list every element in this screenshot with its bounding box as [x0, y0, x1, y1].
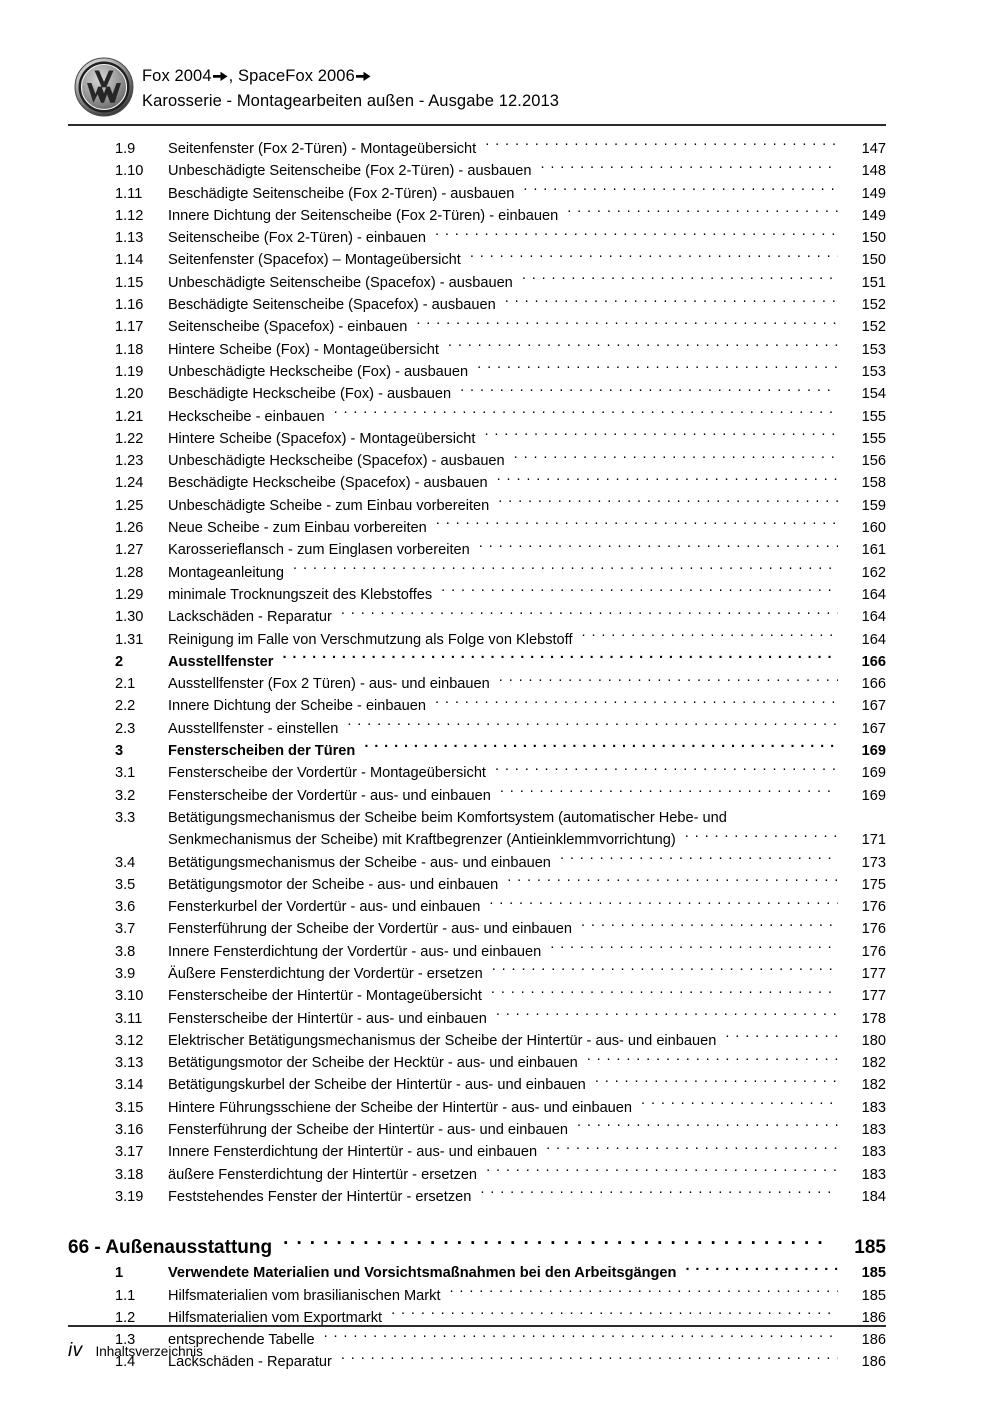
- toc-entry[interactable]: [68, 361, 886, 383]
- toc-entry-number: 3: [115, 743, 124, 760]
- dot-leader: [587, 1053, 838, 1068]
- toc-entry-title: Fensterscheibe der Hintertür - Montageübersicht: [168, 988, 482, 1005]
- dot-leader: [341, 1352, 838, 1367]
- toc-entry-number: 3.8: [115, 943, 136, 960]
- toc-entry-number: 3.19: [115, 1188, 144, 1205]
- toc-entry-title: Unbeschädigte Heckscheibe (Fox) - ausbauen: [168, 363, 469, 380]
- toc-entry-page: 176: [861, 899, 886, 916]
- toc-entry-page: 166: [861, 653, 886, 670]
- dot-leader: [364, 740, 838, 755]
- toc-entry-page: 153: [861, 341, 886, 358]
- toc-entry-page: 167: [861, 720, 886, 737]
- dot-leader: [391, 1307, 838, 1322]
- toc-entry-number: 1.18: [115, 341, 144, 358]
- toc-entry-title: Betätigungsmotor der Scheibe der Hecktür - aus- und einbauen: [168, 1055, 578, 1072]
- header-divider: [68, 124, 886, 126]
- toc-entry-page: 164: [861, 586, 886, 603]
- toc-entry[interactable]: [68, 138, 886, 160]
- toc-entry-page: 164: [861, 631, 886, 648]
- toc-entry-title: Beschädigte Heckscheibe (Fox) - ausbauen: [168, 386, 452, 403]
- right-arrow-icon: [213, 71, 228, 82]
- toc-entry-number: 3.18: [115, 1166, 144, 1183]
- toc-entry-page: 152: [861, 297, 886, 314]
- toc-entry-number: 1.24: [115, 475, 144, 492]
- dot-leader: [550, 941, 838, 956]
- toc-entry-page: 171: [861, 832, 886, 849]
- vw-logo-icon: [74, 57, 134, 117]
- dot-leader: [546, 1142, 838, 1157]
- toc-entry[interactable]: [68, 160, 886, 182]
- toc-entry[interactable]: [68, 852, 886, 874]
- toc-entry-page: 186: [861, 1354, 886, 1371]
- toc-entry-title: Hintere Scheibe (Fox) - Montageübersicht: [168, 341, 439, 358]
- dot-leader: [492, 963, 838, 978]
- toc-entry-number: 1.4: [115, 1354, 136, 1371]
- toc-entry-page: 152: [861, 319, 886, 336]
- dot-leader: [491, 986, 838, 1001]
- page-footer: [68, 1340, 203, 1362]
- toc-entry-number: 3.2: [115, 787, 136, 804]
- toc-entry-title: Ausstellfenster: [168, 653, 274, 670]
- dot-leader: [641, 1097, 838, 1112]
- toc-entry-number: 1.28: [115, 564, 144, 581]
- toc-entry-page: 183: [861, 1099, 886, 1116]
- dot-leader: [334, 406, 838, 421]
- page-header: [68, 55, 886, 127]
- toc-entry[interactable]: [68, 517, 886, 539]
- dot-leader: [514, 451, 838, 466]
- toc-entry[interactable]: [68, 1097, 886, 1119]
- toc-entry-number: 1.21: [115, 408, 144, 425]
- toc-entry-page: 159: [861, 497, 886, 514]
- toc-entry[interactable]: [68, 294, 886, 316]
- dot-leader: [725, 1030, 838, 1045]
- toc-entry[interactable]: [68, 205, 886, 227]
- toc-entry-title: Seitenscheibe (Spacefox) - einbauen: [168, 319, 408, 336]
- dot-leader: [282, 651, 838, 666]
- toc-entry[interactable]: [68, 695, 886, 717]
- toc-entry[interactable]: [68, 1074, 886, 1096]
- toc-entry-title: Fensterführung der Scheibe der Hintertür - aus- und einbauen: [168, 1122, 568, 1139]
- toc-entry[interactable]: [68, 740, 886, 762]
- toc-entry-page: 183: [861, 1166, 886, 1183]
- dot-leader: [450, 1285, 838, 1300]
- toc-entry-page: 149: [861, 185, 886, 202]
- toc-entry-page: 149: [861, 207, 886, 224]
- toc-entry-title: Fensterkurbel der Vordertür - aus- und einbauen: [168, 899, 481, 916]
- toc-entry-number: 1.1: [115, 1287, 136, 1304]
- toc-entry-number: 1.14: [115, 252, 144, 269]
- toc-entry-title: Seitenscheibe (Fox 2-Türen) - einbauen: [168, 230, 426, 247]
- toc-entry-number: 1.17: [115, 319, 144, 336]
- toc-entry-page: 151: [861, 274, 886, 291]
- toc-entry-title: Heckscheibe - einbauen: [168, 408, 325, 425]
- dot-leader: [460, 384, 838, 399]
- dot-leader: [485, 138, 838, 153]
- toc-entry-page: 153: [861, 363, 886, 380]
- right-arrow-icon-2: [356, 71, 371, 82]
- toc-entry-number: 2.2: [115, 698, 136, 715]
- toc-entry-title: Fensterscheiben der Türen: [168, 743, 356, 760]
- toc-entry-page: 182: [861, 1077, 886, 1094]
- toc-entry-number: 1.22: [115, 430, 144, 447]
- toc-entry-title: Ausstellfenster (Fox 2 Türen) - aus- und einbauen: [168, 676, 490, 693]
- toc-entry[interactable]: [68, 673, 886, 695]
- toc-entry[interactable]: [68, 629, 886, 651]
- toc-entry[interactable]: [68, 918, 886, 940]
- toc-entry-title: Hilfsmaterialien vom brasilianischen Markt: [168, 1287, 441, 1304]
- chapter-heading[interactable]: [68, 1234, 886, 1262]
- header-subtitle-line: Karosserie - Montagearbeiten außen - Ausgabe 12.2013: [142, 92, 560, 110]
- toc-entry[interactable]: [68, 606, 886, 628]
- toc-entry-page: 183: [861, 1144, 886, 1161]
- toc-entry-title: Beschädigte Seitenscheibe (Spacefox) - ausbauen: [168, 297, 496, 314]
- model-spacefox: , SpaceFox 2006: [228, 67, 355, 85]
- toc-entry[interactable]: [68, 1119, 886, 1141]
- toc-entry-title: Hintere Scheibe (Spacefox) - Montageübersicht: [168, 430, 476, 447]
- toc-entry-page: 158: [861, 475, 886, 492]
- dot-leader: [470, 250, 838, 265]
- toc-entry-number: 1.2: [115, 1309, 136, 1326]
- toc-entry-page: 169: [861, 787, 886, 804]
- dot-leader: [523, 183, 838, 198]
- toc-entry-number: 1: [115, 1265, 124, 1282]
- toc-entry-title: Unbeschädigte Seitenscheibe (Fox 2-Türen) - ausbauen: [168, 163, 532, 180]
- toc-entry-page: 150: [861, 252, 886, 269]
- toc-entry-page: 177: [861, 965, 886, 982]
- toc-entry[interactable]: [68, 963, 886, 985]
- dot-leader: [441, 584, 838, 599]
- toc-entry-title: Unbeschädigte Heckscheibe (Spacefox) - ausbauen: [168, 453, 505, 470]
- toc-entry[interactable]: [68, 450, 886, 472]
- toc-entry-number: 1.3: [115, 1332, 136, 1349]
- toc-entry-number: 2.3: [115, 720, 136, 737]
- dot-leader: [577, 1119, 838, 1134]
- toc-entry-title: Seitenfenster (Fox 2-Türen) - Montageübersicht: [168, 141, 477, 157]
- toc-entry-page: 162: [861, 564, 886, 581]
- dot-leader: [479, 540, 838, 555]
- toc-entry-number: 3.3: [115, 809, 136, 826]
- model-fox: Fox 2004: [142, 67, 212, 85]
- toc-entry-number: 1.31: [115, 631, 144, 648]
- toc-entry-number: 3.1: [115, 765, 136, 782]
- toc-entry[interactable]: [68, 1285, 886, 1307]
- toc-entry-title: Äußere Fensterdichtung der Vordertür - ersetzen: [168, 965, 483, 982]
- dot-leader: [560, 852, 838, 867]
- toc-entry-title: Betätigungsmechanismus der Scheibe beim Komfortsystem (automatischer Hebe- und: [168, 809, 727, 826]
- toc-entry-number: 2.1: [115, 676, 136, 693]
- dot-leader: [567, 205, 838, 220]
- toc-entry-page: 167: [861, 698, 886, 715]
- table-of-contents: [68, 138, 886, 1374]
- toc-entry[interactable]: [68, 1164, 886, 1186]
- toc-entry-number: 3.9: [115, 965, 136, 982]
- toc-entry-number: 3.11: [115, 1010, 143, 1027]
- toc-entry-number: 1.9: [115, 141, 136, 157]
- toc-entry[interactable]: [68, 584, 886, 606]
- toc-entry[interactable]: [68, 985, 886, 1007]
- toc-entry-number: 1.11: [115, 185, 143, 202]
- toc-entry-page: 166: [861, 676, 886, 693]
- toc-entry[interactable]: [68, 1262, 886, 1284]
- toc-entry[interactable]: [68, 1030, 886, 1052]
- toc-entry-page: 176: [861, 921, 886, 938]
- toc-entry-title: Lackschäden - Reparatur: [168, 1354, 332, 1371]
- toc-entry-number: 1.30: [115, 609, 144, 626]
- toc-entry[interactable]: [68, 807, 886, 852]
- toc-entry-title: Innere Fensterdichtung der Vordertür - aus- und einbauen: [168, 943, 542, 960]
- toc-entry[interactable]: [68, 562, 886, 584]
- dot-leader: [293, 562, 838, 577]
- toc-entry-title: Betätigungsmechanismus der Scheibe - aus- und einbauen: [168, 854, 551, 871]
- toc-entry-page: 178: [861, 1010, 886, 1027]
- dot-leader: [480, 1186, 838, 1201]
- toc-entry-page: 173: [861, 854, 886, 871]
- toc-entry-title-continued: Senkmechanismus der Scheibe) mit Kraftbegrenzer (Antieinklemmvorrichtung): [168, 832, 676, 849]
- toc-entry-title: Fensterscheibe der Hintertür - aus- und einbauen: [168, 1010, 487, 1027]
- toc-entry[interactable]: [68, 1141, 886, 1163]
- toc-entry-page: 154: [861, 386, 886, 403]
- toc-entry-title-continued-row: [168, 829, 886, 851]
- toc-entry[interactable]: [68, 383, 886, 405]
- dot-leader: [522, 272, 838, 287]
- toc-entry-page: 186: [861, 1309, 886, 1326]
- toc-entry-title: Hintere Führungsschiene der Scheibe der Hintertür - aus- und einbauen: [168, 1099, 633, 1116]
- dot-leader: [685, 830, 838, 845]
- toc-entry[interactable]: [68, 316, 886, 338]
- toc-entry-page: 160: [861, 520, 886, 537]
- toc-entry[interactable]: [68, 718, 886, 740]
- toc-entry[interactable]: [68, 539, 886, 561]
- toc-entry-number: 3.10: [115, 988, 144, 1005]
- toc-entry-page: 185: [861, 1265, 886, 1282]
- toc-entry-title: Betätigungsmotor der Scheibe - aus- und einbauen: [168, 876, 499, 893]
- dot-leader: [595, 1075, 838, 1090]
- toc-entry-title: Hilfsmaterialien vom Exportmarkt: [168, 1309, 383, 1326]
- header-title-block: [142, 65, 559, 112]
- dot-leader: [507, 874, 838, 889]
- toc-entry-title: Unbeschädigte Seitenscheibe (Spacefox) - ausbauen: [168, 274, 513, 291]
- toc-entry-number: 3.12: [115, 1032, 144, 1049]
- toc-entry-number: 3.5: [115, 876, 136, 893]
- dot-leader: [540, 161, 838, 176]
- toc-entry-title: minimale Trocknungszeit des Klebstoffes: [168, 586, 433, 603]
- toc-entry-title: Ausstellfenster - einstellen: [168, 720, 339, 737]
- dot-leader: [435, 696, 838, 711]
- toc-entry-page: 164: [861, 609, 886, 626]
- toc-entry[interactable]: [68, 941, 886, 963]
- dot-leader: [484, 428, 838, 443]
- toc-entry-page: 169: [861, 765, 886, 782]
- toc-entry[interactable]: [68, 762, 886, 784]
- toc-entry-page: 185: [861, 1287, 886, 1304]
- toc-entry-title: entsprechende Tabelle: [168, 1332, 315, 1349]
- toc-entry-title: Elektrischer Betätigungsmechanismus der Scheibe der Hintertür - aus- und einbauen: [168, 1032, 717, 1049]
- toc-entry-number: 1.29: [115, 586, 144, 603]
- toc-entry-title: äußere Fensterdichtung der Hintertür - ersetzen: [168, 1166, 478, 1183]
- toc-entry-number: 1.20: [115, 386, 144, 403]
- toc-entry-page: 169: [861, 743, 886, 760]
- toc-entry-title: Lackschäden - Reparatur: [168, 609, 332, 626]
- toc-entry-title: Montageanleitung: [168, 564, 285, 581]
- toc-entry[interactable]: [68, 249, 886, 271]
- toc-entry-number: 1.15: [115, 274, 144, 291]
- toc-entry[interactable]: [68, 272, 886, 294]
- dot-leader: [581, 919, 838, 934]
- toc-entry-title: Fensterscheibe der Vordertür - Montageübersicht: [168, 765, 486, 782]
- toc-entry-title: Beschädigte Seitenscheibe (Fox 2-Türen) - ausbauen: [168, 185, 515, 202]
- toc-entry-page: 182: [861, 1055, 886, 1072]
- dot-leader: [582, 629, 838, 644]
- toc-entry-title: Innere Dichtung der Scheibe - einbauen: [168, 698, 426, 715]
- dot-leader: [685, 1263, 838, 1278]
- toc-entry-number: 3.4: [115, 854, 136, 871]
- toc-entry[interactable]: [68, 1186, 886, 1208]
- dot-leader: [283, 1234, 826, 1253]
- toc-entry-title-wrap: [168, 807, 886, 852]
- toc-entry[interactable]: [68, 472, 886, 494]
- toc-entry-page: 183: [861, 1122, 886, 1139]
- toc-entry-page: 176: [861, 943, 886, 960]
- toc-entry[interactable]: [68, 183, 886, 205]
- toc-entry-title: Fensterscheibe der Vordertür - aus- und einbauen: [168, 787, 491, 804]
- toc-entry[interactable]: [68, 428, 886, 450]
- dot-leader: [435, 228, 838, 243]
- toc-entry-page: 156: [861, 453, 886, 470]
- toc-entry[interactable]: [68, 1052, 886, 1074]
- dot-leader: [495, 763, 838, 778]
- toc-entry-title: Innere Fensterdichtung der Hintertür - aus- und einbauen: [168, 1144, 538, 1161]
- toc-entry-title: Reinigung im Falle von Verschmutzung als Folge von Klebstoff: [168, 631, 573, 648]
- toc-entry-number: 1.26: [115, 520, 144, 537]
- toc-entry[interactable]: [68, 651, 886, 673]
- toc-entry-page: 186: [861, 1332, 886, 1349]
- toc-entry-title: Unbeschädigte Scheibe - zum Einbau vorbereiten: [168, 497, 490, 514]
- toc-entry-title: Beschädigte Heckscheibe (Spacefox) - ausbauen: [168, 475, 488, 492]
- dot-leader: [477, 361, 838, 376]
- dot-leader: [505, 294, 838, 309]
- toc-entry-number: 3.17: [115, 1144, 144, 1161]
- toc-entry-title: Karosserieflansch - zum Einglasen vorbereiten: [168, 542, 470, 559]
- toc-entry-number: 1.27: [115, 542, 144, 559]
- dot-leader: [416, 317, 838, 332]
- toc-entry-number: 3.6: [115, 899, 136, 916]
- toc-entry-number: 3.14: [115, 1077, 144, 1094]
- dot-leader: [499, 674, 838, 689]
- dot-leader: [486, 1164, 838, 1179]
- toc-entry[interactable]: [68, 785, 886, 807]
- footer-page-number: iv: [68, 1340, 83, 1361]
- toc-entry-number: 1.12: [115, 207, 144, 224]
- toc-entry[interactable]: [68, 896, 886, 918]
- toc-entry-number: 1.19: [115, 363, 144, 380]
- toc-entry[interactable]: [68, 227, 886, 249]
- toc-entry-number: 1.16: [115, 297, 144, 314]
- toc-entry-title: Innere Dichtung der Seitenscheibe (Fox 2-Türen) - einbauen: [168, 207, 559, 224]
- toc-entry-title: Feststehendes Fenster der Hintertür - ersetzen: [168, 1188, 472, 1205]
- chapter-page: 185: [854, 1237, 886, 1259]
- dot-leader: [448, 339, 838, 354]
- toc-entry-number: 1.25: [115, 497, 144, 514]
- toc-entry-number: 3.7: [115, 921, 136, 938]
- toc-entry-page: 150: [861, 230, 886, 247]
- dot-leader: [341, 607, 838, 622]
- toc-entry[interactable]: [68, 406, 886, 428]
- toc-entry-number: 3.16: [115, 1122, 144, 1139]
- dot-leader: [498, 495, 838, 510]
- dot-leader: [489, 897, 838, 912]
- toc-entry-title: Betätigungskurbel der Scheibe der Hintertür - aus- und einbauen: [168, 1077, 586, 1094]
- toc-entry-page: 155: [861, 408, 886, 425]
- toc-entry-number: 3.15: [115, 1099, 144, 1116]
- toc-entry-page: 148: [861, 163, 886, 180]
- toc-entry-number: 2: [115, 653, 124, 670]
- toc-entry[interactable]: [68, 495, 886, 517]
- dot-leader: [497, 473, 838, 488]
- chapter-title: 66 - Außenausstattung: [68, 1237, 273, 1259]
- dot-leader: [324, 1330, 838, 1345]
- dot-leader: [496, 1008, 838, 1023]
- dot-leader: [347, 718, 838, 733]
- toc-entry-title: Fensterführung der Scheibe der Vordertür - aus- und einbauen: [168, 921, 573, 938]
- footer-label: Inhaltsverzeichnis: [95, 1344, 203, 1359]
- toc-entry-page: 180: [861, 1032, 886, 1049]
- footer-divider: [68, 1325, 886, 1327]
- toc-entry-page: 184: [861, 1188, 886, 1205]
- header-model-line: [142, 65, 559, 87]
- toc-entry-number: 1.13: [115, 230, 144, 247]
- toc-entry-number: 3.13: [115, 1055, 144, 1072]
- toc-entry-page: 147: [861, 141, 886, 157]
- toc-entry[interactable]: [68, 1008, 886, 1030]
- toc-entry-number: 1.23: [115, 453, 144, 470]
- toc-entry-page: 177: [861, 988, 886, 1005]
- dot-leader: [500, 785, 838, 800]
- toc-entry[interactable]: [68, 339, 886, 361]
- toc-entry-title: Seitenfenster (Spacefox) – Montageübersicht: [168, 252, 461, 269]
- toc-entry-page: 161: [861, 542, 886, 559]
- toc-entry-title: Neue Scheibe - zum Einbau vorbereiten: [168, 520, 427, 537]
- toc-entry-page: 155: [861, 430, 886, 447]
- toc-entry-number: 1.10: [115, 163, 144, 180]
- toc-entry[interactable]: [68, 874, 886, 896]
- toc-entry-page: 175: [861, 876, 886, 893]
- toc-entry-title: Verwendete Materialien und Vorsichtsmaßnahmen bei den Arbeitsgängen: [168, 1265, 677, 1282]
- dot-leader: [436, 517, 838, 532]
